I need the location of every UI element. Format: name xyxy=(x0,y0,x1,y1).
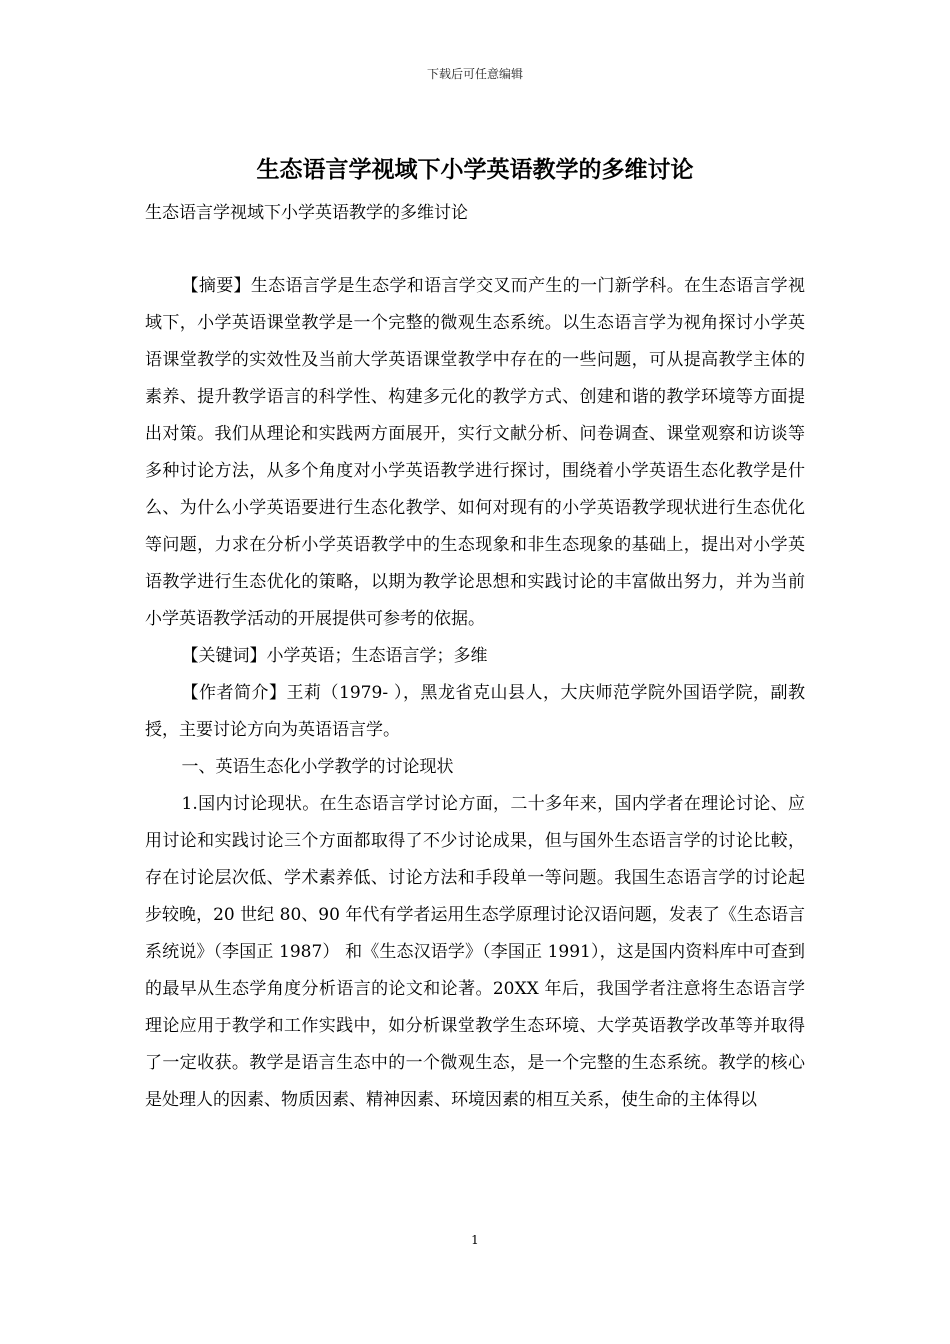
header-note: 下载后可任意编辑 xyxy=(426,67,523,81)
author-bio-paragraph: 【作者简介】王莉（1979- ），黑龙省克山县人，大庆师范学院外国语学院，副教授，主要讨论方向为英语语言学。 xyxy=(145,683,805,740)
section-heading: 一、英语生态化小学教学的讨论现状 xyxy=(181,757,454,777)
document-body xyxy=(145,268,805,1119)
document-subtitle: 生态语言学视域下小学英语教学的多维讨论 xyxy=(145,203,468,223)
document-title: 生态语言学视域下小学英语教学的多维讨论 xyxy=(256,157,694,183)
abstract-paragraph: 【摘要】生态语言学是生态学和语言学交叉而产生的一门新学科。在生态语言学视域下，小学英语课堂教学是一个完整的微观生态系统。以生态语言学为视角探讨小学英语课堂教学的实效性及当前大学英语课堂教学中存在的一些问题，可从提高教学主体的素养、提升教学语言的科学性、构建多元化的教学方式、创建和谐的教学环境等方面提出对策。我们从理论和实践两方面展开，实行文献分析、问卷调查、课堂观察和访谈等多种讨论方法，从多个角度对小学英语教学进行探讨，围绕着小学英语生态化教学是什么、为什么小学英语要进行生态化教学、如何对现有的小学英语教学现状进行生态优化等问题，力求在分析小学英语教学中的生态现象和非生态现象的基础上，提出对小学英语教学进行生态优化的策略，以期为教学论思想和实践讨论的丰富做出努力，并为当前小学英语教学活动的开展提供可参考的依据。 xyxy=(145,276,805,629)
keywords-paragraph: 【关键词】小学英语；生态语言学；多维 xyxy=(181,646,488,666)
body-paragraph: 1.国内讨论现状。在生态语言学讨论方面，二十多年来，国内学者在理论讨论、应用讨论和实践讨论三个方面都取得了不少讨论成果，但与国外生态语言学的讨论比較，存在讨论层次低、学术素养低、讨论方法和手段单一等问题。我国生态语言学的讨论起步较晚，20 世纪 80、90 年代有学者运用生态学原理讨论汉语问题，发表了《生态语言系统说》（李国正 1987） 和《生态汉语学》（李国正 1991），这是国内资料库中可查到的最早从生态学角度分析语言的论文和论著。20XX 年后，我国学者注意将生态语言学理论应用于教学和工作实践中，如分析课堂教学生态环境、大学英语教学改革等并取得了一定收获。教学是语言生态中的一个微观生态，是一个完整的生态系统。教学的核心是处理人的因素、物质因素、精神因素、环境因素的相互关系，使生命的主体得以 xyxy=(145,794,805,1110)
page-number: 1 xyxy=(471,1233,479,1247)
